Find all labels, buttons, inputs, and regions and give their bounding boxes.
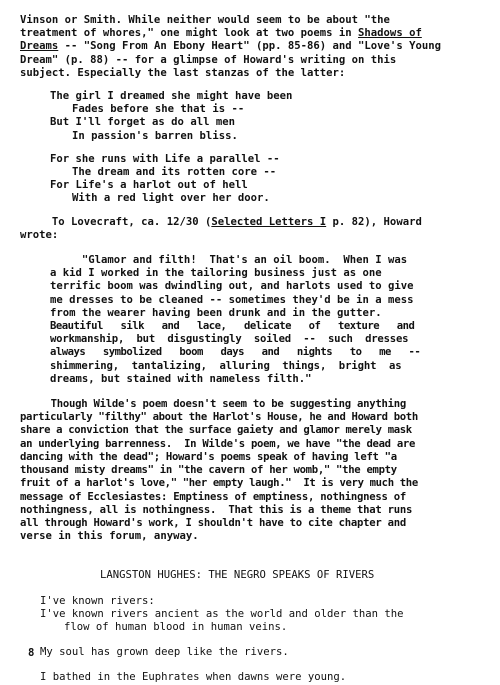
poem-line: flow of human blood in human veins. xyxy=(64,620,288,633)
verse-line: But I'll forget as do all men xyxy=(50,116,235,129)
text-line: fruit of a harlot's love," "her empty laugh." It is very much the xyxy=(20,477,418,490)
quote-line: shimmering, tantalizing, alluring things, bright as xyxy=(50,359,402,372)
quote-line: a kid I worked in the tailoring business just as one xyxy=(50,267,382,280)
book-title-dreams: Dreams xyxy=(20,40,59,53)
quote-line: dreams, but stained with nameless filth." xyxy=(50,372,312,385)
text-line: dancing with the dead"; Howard's poems speak of having left "a xyxy=(20,450,397,463)
verse-stanza-2 xyxy=(20,153,478,206)
commentary-paragraph xyxy=(20,398,478,543)
quote-line: from the wearer having been drunk and in the gutter. xyxy=(50,306,382,319)
text-line: wrote: xyxy=(20,228,59,241)
quote-line: workmanship, but disgustingly soiled -- such dresses xyxy=(50,333,409,346)
poem-line: I've known rivers: xyxy=(40,594,155,607)
verse-line: In passion's barren bliss. xyxy=(72,129,238,142)
verse-line: For she runs with Life a parallel -- xyxy=(50,152,280,165)
hughes-poem xyxy=(40,595,478,685)
text-line: verse in this forum, anyway. xyxy=(20,530,199,543)
verse-line: The girl I dreamed she might have been xyxy=(50,90,293,103)
text-line: thousand misty dreams" in "the cavern of her womb," "the empty xyxy=(20,464,397,477)
page-number: 8 xyxy=(28,647,35,659)
book-title-selected-letters: Selected Letters I xyxy=(211,215,327,228)
text-line: particularly "filthy" about the Harlot's House, he and Howard both xyxy=(20,411,418,424)
lovecraft-intro xyxy=(20,216,478,242)
text-line: subject. Especially the last stanzas of the latter: xyxy=(20,66,346,79)
text-line: Though Wilde's poem doesn't seem to be suggesting anything xyxy=(20,398,407,411)
quote-line: me dresses to be cleaned -- sometimes they'd be in a mess xyxy=(50,293,414,306)
text-span: To Lovecraft, ca. 12/30 ( xyxy=(20,215,212,228)
verse-line: The dream and its rotten core -- xyxy=(72,166,277,179)
poem-line: I bathed in the Euphrates when dawns were young. xyxy=(40,671,347,684)
quote-line: Beautiful silk and lace, delicate of texture and xyxy=(50,320,415,333)
text-line xyxy=(20,216,478,229)
text-line: share a conviction that the surface gaiety and glamor merely mask xyxy=(20,424,412,437)
section-title: LANGSTON HUGHES: THE NEGRO SPEAKS OF RIVERS xyxy=(100,569,375,582)
text-line: an underlying barrenness. In Wilde's poem, we have "the dead are xyxy=(20,437,416,450)
quote-line: "Glamor and filth! That's an oil boom. When I was xyxy=(50,254,408,267)
intro-paragraph xyxy=(20,14,478,80)
text-line: nothingness, all is nothingness. That this is a theme that runs xyxy=(20,503,413,516)
text-line xyxy=(20,40,478,53)
text-line: all through Howard's work, I shouldn't have to cite chapter and xyxy=(20,516,407,529)
verse-line: With a red light over her door. xyxy=(72,192,270,205)
text-line xyxy=(20,27,478,40)
quote-line: terrific boom was dwindling out, and harlots used to give xyxy=(50,280,414,293)
block-quote xyxy=(50,254,478,386)
verse-line: Fades before she that is -- xyxy=(72,103,245,116)
text-span: treatment of whores," one might look at two poems in xyxy=(20,27,359,40)
poem-line: My soul has grown deep like the rivers. xyxy=(40,646,289,659)
text-line: Vinson or Smith. While neither would seem to be about "the xyxy=(20,14,390,26)
text-span: -- "Song From An Ebony Heart" (pp. 85-86) and "Love's Young xyxy=(58,40,441,53)
verse-stanza-1 xyxy=(20,90,478,143)
quote-line: always symbolized boom days and nights to me -- xyxy=(50,346,421,359)
book-title-shadows-of: Shadows of xyxy=(358,27,422,40)
verse-line: For Life's a harlot out of hell xyxy=(50,179,248,192)
text-line: Dream" (p. 88) -- for a glimpse of Howard's writing on this xyxy=(20,53,397,66)
text-span: p. 82), Howard xyxy=(326,215,422,228)
text-line: message of Ecclesiastes: Emptiness of emptiness, nothingness of xyxy=(20,490,407,503)
poem-line: I've known rivers ancient as the world and older than the xyxy=(40,607,404,620)
